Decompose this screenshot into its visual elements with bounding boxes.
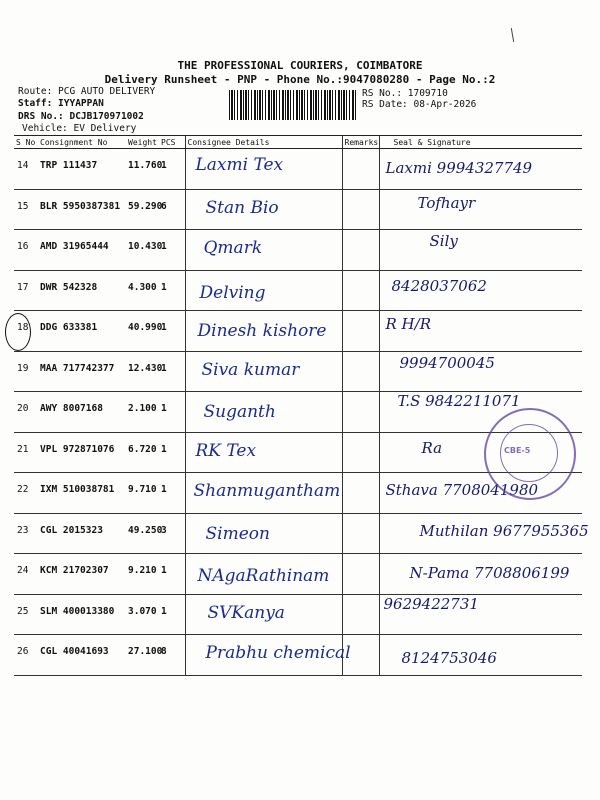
- pieces-count-cell: [159, 311, 185, 352]
- pieces-count-cell: [159, 351, 185, 392]
- consignment-number: IXM 510038781: [40, 484, 115, 495]
- consignment-number: SLM 400013380: [40, 605, 115, 617]
- consignee-handwritten-name: NAgaRathinam: [197, 566, 330, 586]
- consignment-number: CGL 40041693: [40, 646, 109, 657]
- weight-value-cell: [126, 230, 163, 271]
- signature-cell: [379, 311, 582, 352]
- handwritten-signature: T.S 9842211071: [397, 392, 521, 410]
- consignment-number-cell: [38, 311, 126, 352]
- remarks-cell: [342, 473, 379, 514]
- serial-number-cell: [14, 594, 38, 635]
- pieces-count: 6: [161, 200, 167, 212]
- pieces-count-cell: [159, 554, 185, 595]
- pieces-count: 1: [161, 281, 167, 293]
- consignee-handwritten-name: Stan Bio: [205, 197, 279, 218]
- vehicle-label: Vehicle: EV Delivery: [22, 123, 137, 134]
- consignee-handwritten-name: Suganth: [203, 402, 276, 422]
- consignment-number-cell: [38, 149, 126, 190]
- consignment-number-cell: [38, 230, 126, 271]
- handwritten-signature: 8428037062: [391, 276, 487, 295]
- consignment-number: DDG 633381: [40, 322, 98, 333]
- serial-number-cell: [14, 554, 38, 595]
- consignee-handwritten-name: Laxmi Tex: [195, 155, 284, 175]
- weight-value-cell: [126, 392, 159, 433]
- pieces-count-cell: [159, 635, 185, 676]
- consignment-number-cell: [38, 432, 126, 473]
- weight-value-cell: [126, 513, 163, 554]
- remarks-cell: [342, 554, 379, 595]
- serial-number: 15: [17, 200, 29, 212]
- serial-number: 20: [17, 403, 29, 414]
- weight-value-cell: [126, 554, 159, 595]
- consignee-handwritten-name: Simeon: [205, 523, 270, 544]
- remarks-cell: [342, 351, 379, 392]
- handwritten-signature: N-Pama 7708806199: [409, 564, 570, 582]
- consignment-number: AMD 31965444: [40, 241, 109, 252]
- pieces-count: 8: [161, 646, 167, 657]
- signature-cell: [379, 149, 582, 190]
- pieces-count: 1: [161, 160, 167, 171]
- consignee-cell: [185, 189, 342, 230]
- table-row: [14, 149, 582, 190]
- weight-value-cell: [126, 189, 163, 230]
- signature-cell: [379, 270, 582, 311]
- remarks-cell: [342, 635, 379, 676]
- remarks-cell: [342, 594, 379, 635]
- pieces-count-cell: [159, 230, 185, 271]
- weight-value: 6.720: [128, 443, 157, 455]
- consignment-number-cell: [38, 554, 126, 595]
- serial-number: 24: [17, 565, 29, 576]
- weight-value: 2.100: [128, 403, 157, 414]
- consignment-number: DWR 542328: [40, 281, 98, 293]
- col-header-weight: Weight: [126, 136, 159, 149]
- table-row: [14, 311, 582, 352]
- serial-number: 16: [17, 241, 29, 252]
- col-header-remarks: Remarks: [342, 136, 379, 149]
- consignment-number-cell: [38, 270, 126, 311]
- remarks-cell: [342, 513, 379, 554]
- consignee-cell: [185, 594, 342, 635]
- consignee-handwritten-name: RK Tex: [195, 440, 257, 461]
- table-row: [14, 635, 582, 676]
- table-row: [14, 513, 582, 554]
- consignee-handwritten-name: SVKanya: [207, 602, 285, 623]
- serial-number: 21: [17, 443, 29, 455]
- pieces-count-cell: [159, 270, 185, 311]
- signature-cell: [379, 351, 582, 392]
- handwritten-signature: Sily: [429, 232, 458, 250]
- handwritten-signature: 8124753046: [401, 649, 497, 667]
- weight-value-cell: [126, 351, 163, 392]
- serial-number-cell: [14, 270, 38, 311]
- serial-number-cell: [14, 351, 38, 392]
- serial-number-cell: [14, 513, 38, 554]
- signature-cell: [379, 554, 582, 595]
- consignee-cell: [185, 432, 342, 473]
- table-row: [14, 594, 582, 635]
- serial-number: 22: [17, 484, 29, 495]
- serial-number: 26: [17, 646, 29, 657]
- consignment-number-cell: [38, 594, 126, 635]
- consignee-handwritten-name: Siva kumar: [201, 359, 300, 380]
- pieces-count-cell: [159, 149, 185, 190]
- weight-value-cell: [126, 473, 159, 514]
- weight-value: 9.710: [128, 484, 157, 495]
- consignee-cell: [185, 149, 342, 190]
- pieces-count-cell: [159, 513, 185, 554]
- document-subtitle: Delivery Runsheet - PNP - Phone No.:9047080280 - Page No.:2: [104, 73, 496, 86]
- consignment-number-cell: [38, 189, 126, 230]
- consignee-handwritten-name: Dinesh kishore: [197, 321, 327, 341]
- weight-value: 12.430: [128, 362, 163, 374]
- pieces-count-cell: [159, 432, 185, 473]
- pieces-count: 1: [161, 605, 167, 617]
- col-header-signature: Seal & Signature: [379, 136, 582, 149]
- consignment-number: KCM 21702307: [40, 565, 109, 576]
- serial-number-cell: [14, 230, 38, 271]
- consignee-cell: [185, 311, 342, 352]
- handwritten-signature: 9629422731: [383, 594, 479, 613]
- table-row: [14, 189, 582, 230]
- pieces-count: 1: [161, 362, 167, 374]
- handwritten-signature: 9994700045: [399, 353, 495, 372]
- weight-value-cell: [126, 311, 163, 352]
- staff-label: Staff: IYYAPPAN: [18, 98, 104, 109]
- company-seal-stamp: [484, 408, 576, 500]
- handwritten-signature: Muthilan 9677955365: [419, 521, 589, 540]
- pieces-count-cell: [159, 392, 185, 433]
- serial-number: 19: [17, 362, 29, 374]
- pieces-count: 1: [161, 565, 167, 576]
- serial-number: 14: [17, 160, 29, 171]
- consignee-cell: [185, 351, 342, 392]
- pieces-count-cell: [159, 594, 185, 635]
- weight-value: 11.760: [128, 160, 163, 171]
- weight-value-cell: [126, 270, 159, 311]
- remarks-cell: [342, 270, 379, 311]
- consignment-number-cell: [38, 473, 126, 514]
- pieces-count-cell: [159, 473, 185, 514]
- remarks-cell: [342, 392, 379, 433]
- barcode: [229, 90, 357, 120]
- remarks-cell: [342, 230, 379, 271]
- pieces-count: 1: [161, 403, 167, 414]
- remarks-cell: [342, 311, 379, 352]
- handwritten-signature: Sthava 7708041980: [385, 481, 539, 499]
- table-row: [14, 270, 582, 311]
- pieces-count-cell: [159, 189, 185, 230]
- document-title: THE PROFESSIONAL COURIERS, COIMBATORE: [177, 59, 423, 72]
- row-18-circle-mark: [5, 313, 31, 351]
- weight-value: 4.300: [128, 281, 157, 293]
- weight-value: 10.430: [128, 241, 163, 252]
- rs-number: RS No.: 1709710: [362, 88, 448, 99]
- serial-number-cell: [14, 635, 38, 676]
- serial-number-cell: [14, 432, 38, 473]
- table-row: [14, 554, 582, 595]
- col-header-sno: S No: [14, 136, 38, 149]
- pieces-count: 1: [161, 443, 167, 455]
- consignment-number: AWY 8007168: [40, 403, 103, 414]
- handwritten-signature: R H/R: [385, 315, 431, 333]
- consignment-number: TRP 111437: [40, 160, 98, 171]
- weight-value-cell: [126, 432, 159, 473]
- drs-number: DRS No.: DCJB170971002: [18, 111, 144, 122]
- weight-value: 9.210: [128, 565, 157, 576]
- consignee-handwritten-name: Prabhu chemical: [205, 643, 351, 663]
- stamp-text: CBE-5: [504, 446, 531, 455]
- serial-number: 25: [17, 605, 29, 617]
- table-row: [14, 351, 582, 392]
- table-row: [14, 230, 582, 271]
- pieces-count: 1: [161, 322, 167, 333]
- weight-value-cell: [126, 149, 163, 190]
- serial-number: 18: [17, 322, 29, 333]
- weight-value: 49.250: [128, 524, 163, 536]
- weight-value: 3.070: [128, 605, 157, 617]
- signature-cell: [379, 635, 582, 676]
- handwritten-signature: Ra: [421, 438, 443, 457]
- consignee-cell: [185, 270, 342, 311]
- handwritten-signature: Tofhayr: [417, 193, 476, 212]
- consignment-number: VPL 972871076: [40, 443, 115, 455]
- weight-value: 40.990: [128, 322, 163, 333]
- weight-value: 59.290: [128, 200, 163, 212]
- serial-number-cell: [14, 149, 38, 190]
- col-header-pcs: PCS: [159, 136, 185, 149]
- remarks-cell: [342, 432, 379, 473]
- serial-number-cell: [14, 189, 38, 230]
- consignment-number: CGL 2015323: [40, 524, 103, 536]
- consignment-number-cell: [38, 392, 126, 433]
- col-header-consignee: Consignee Details: [185, 136, 342, 149]
- consignment-number-cell: [38, 513, 126, 554]
- consignment-number-cell: [38, 351, 126, 392]
- route-label: Route: PCG AUTO DELIVERY: [18, 86, 156, 97]
- signature-cell: [379, 594, 582, 635]
- signature-cell: [379, 189, 582, 230]
- table-header-row: [14, 136, 582, 149]
- weight-value-cell: [126, 635, 163, 676]
- consignee-cell: [185, 513, 342, 554]
- runsheet-table: [14, 135, 589, 676]
- consignee-handwritten-name: Shanmugantham: [193, 481, 341, 501]
- serial-number: 17: [17, 281, 29, 293]
- consignee-cell: [185, 230, 342, 271]
- consignee-cell: [185, 473, 342, 514]
- serial-number: 23: [17, 524, 29, 536]
- handwritten-signature: Laxmi 9994327749: [385, 159, 533, 177]
- remarks-cell: [342, 189, 379, 230]
- pieces-count: 3: [161, 524, 167, 536]
- consignee-handwritten-name: Qmark: [203, 238, 263, 258]
- rs-date: RS Date: 08-Apr-2026: [362, 99, 477, 110]
- pieces-count: 1: [161, 484, 167, 495]
- pen-mark: [511, 28, 514, 42]
- consignment-number: MAA 717742377: [40, 362, 115, 374]
- serial-number-cell: [14, 473, 38, 514]
- consignee-cell: [185, 554, 342, 595]
- consignment-number: BLR 5950387381: [40, 200, 121, 212]
- weight-value-cell: [126, 594, 159, 635]
- col-header-consignment: Consignment No: [38, 136, 126, 149]
- consignee-cell: [185, 635, 351, 676]
- remarks-cell: [342, 149, 379, 190]
- consignee-cell: [185, 392, 342, 433]
- consignment-number-cell: [38, 635, 126, 676]
- consignee-handwritten-name: Delving: [199, 282, 266, 303]
- serial-number-cell: [14, 392, 38, 433]
- signature-cell: [379, 513, 589, 554]
- signature-cell: [379, 230, 582, 271]
- weight-value: 27.100: [128, 646, 163, 657]
- pieces-count: 1: [161, 241, 167, 252]
